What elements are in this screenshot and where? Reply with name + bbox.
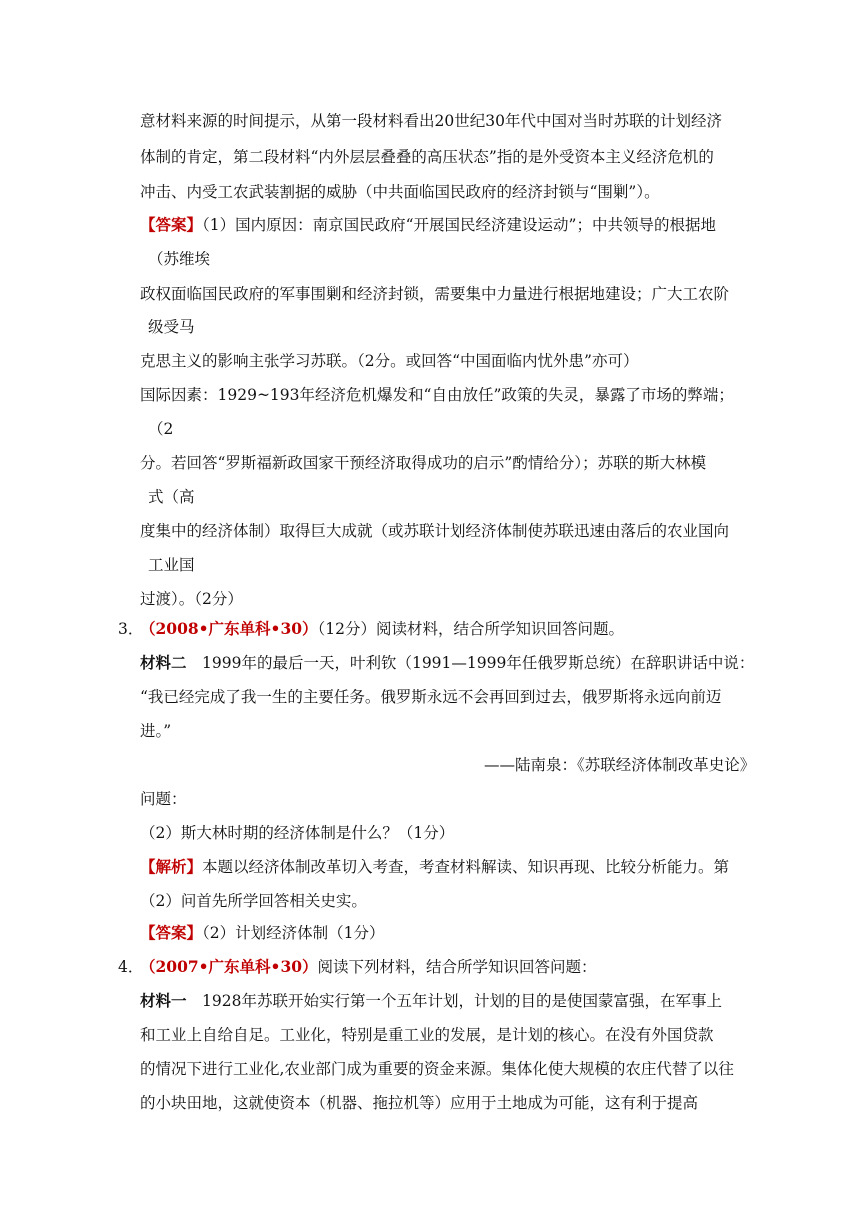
material-line	[140, 652, 754, 674]
answer-text: （1）国内原因：南京国民政府“开展国民经济建设运动”；中共领导的根据地	[202, 216, 716, 234]
question-prompt: （12分）阅读材料，结合所学知识回答问题。	[317, 620, 625, 638]
answer-line	[140, 214, 716, 236]
material-line	[140, 990, 722, 1012]
question-source: （2007•广东单科•30）	[140, 957, 318, 976]
intro-line: 意材料来源的时间提示，从第一段材料看出20世纪30年代中国对当时苏联的计划经济	[140, 112, 722, 130]
answer-line: 政权面临国民政府的军事围剿和经济封锁，需要集中力量进行根据地建设；广大工农阶	[140, 285, 730, 303]
material-text: 1999年的最后一天，叶利钦（1991—1999年任俄罗斯总统）在辞职讲话中说：	[202, 654, 755, 672]
intro-line: 体制的肯定，第二段材料“内外层层叠叠的高压状态”指的是外受资本主义经济危机的	[140, 148, 714, 166]
answer-line: 过渡）。（2分）	[140, 590, 243, 608]
answer-line: 工业国	[148, 556, 195, 574]
material-line: 的小块田地，这就使资本（机器、拖拉机等）应用于土地成为可能，这有利于提高	[140, 1094, 699, 1112]
answer-line: 国际因素：1929~193年经济危机爆发和“自由放任”政策的失灵，暴露了市场的弊端；	[140, 386, 734, 404]
question-header	[140, 618, 624, 640]
answer-tag: 【答案】	[140, 923, 203, 942]
material-label: 材料二	[140, 653, 187, 672]
answer-line: （苏维埃	[148, 250, 211, 268]
question-prompt: 阅读下列材料，结合所学知识回答问题：	[317, 958, 597, 976]
material-label: 材料一	[140, 991, 187, 1010]
material-text: 1928年苏联开始实行第一个五年计划，计划的目的是使国蒙富强，在军事上	[202, 992, 722, 1010]
question-number: 4．	[118, 958, 144, 976]
answer-line	[140, 922, 385, 944]
material-line: “我已经完成了我一生的主要任务。俄罗斯永远不会再回到过去，俄罗斯将永远向前迈	[140, 688, 722, 706]
question-header	[140, 956, 597, 978]
analysis-line: （2）问首先所学回答相关史实。	[140, 892, 367, 910]
answer-line: （2	[148, 420, 174, 438]
material-line: 进。”	[140, 722, 172, 740]
material-line: 的情况下进行工业化,农业部门成为重要的资金来源。集体化使大规模的农庄代替了以往	[140, 1060, 734, 1078]
intro-line: 冲击、内受工农武装割据的威胁（中共面临国民政府的经济封锁与“围剿”）。	[140, 183, 660, 201]
question-text: （2）斯大林时期的经济体制是什么？（1分）	[140, 824, 455, 842]
answer-line: 克思主义的影响主张学习苏联。（2分。或回答“中国面临内忧外患”亦可）	[140, 352, 639, 370]
analysis-text: 本题以经济体制改革切入考查，考查材料解读、知识再现、比较分析能力。第	[202, 858, 730, 876]
question-number: 3．	[118, 620, 144, 638]
analysis-tag: 【解析】	[140, 857, 203, 876]
question-label: 问题：	[140, 790, 187, 808]
answer-line: 分。若回答“罗斯福新政国家干预经济取得成功的启示”酌情给分）；苏联的斯大林模	[140, 454, 707, 472]
answer-line: 式（高	[148, 488, 195, 506]
question-source: （2008•广东单科•30）	[140, 619, 318, 638]
citation: ——陆南泉：《苏联经济体制改革史论》	[484, 756, 756, 774]
answer-line: 度集中的经济体制）取得巨大成就（或苏联计划经济体制使苏联迅速由落后的农业国向	[140, 522, 730, 540]
analysis-line	[140, 856, 729, 878]
answer-text: （2）计划经济体制（1分）	[202, 924, 385, 942]
material-line: 和工业上自给自足。工业化，特别是重工业的发展，是计划的核心。在没有外国贷款	[140, 1026, 714, 1044]
answer-tag: 【答案】	[140, 215, 203, 234]
answer-line: 级受马	[148, 318, 195, 336]
